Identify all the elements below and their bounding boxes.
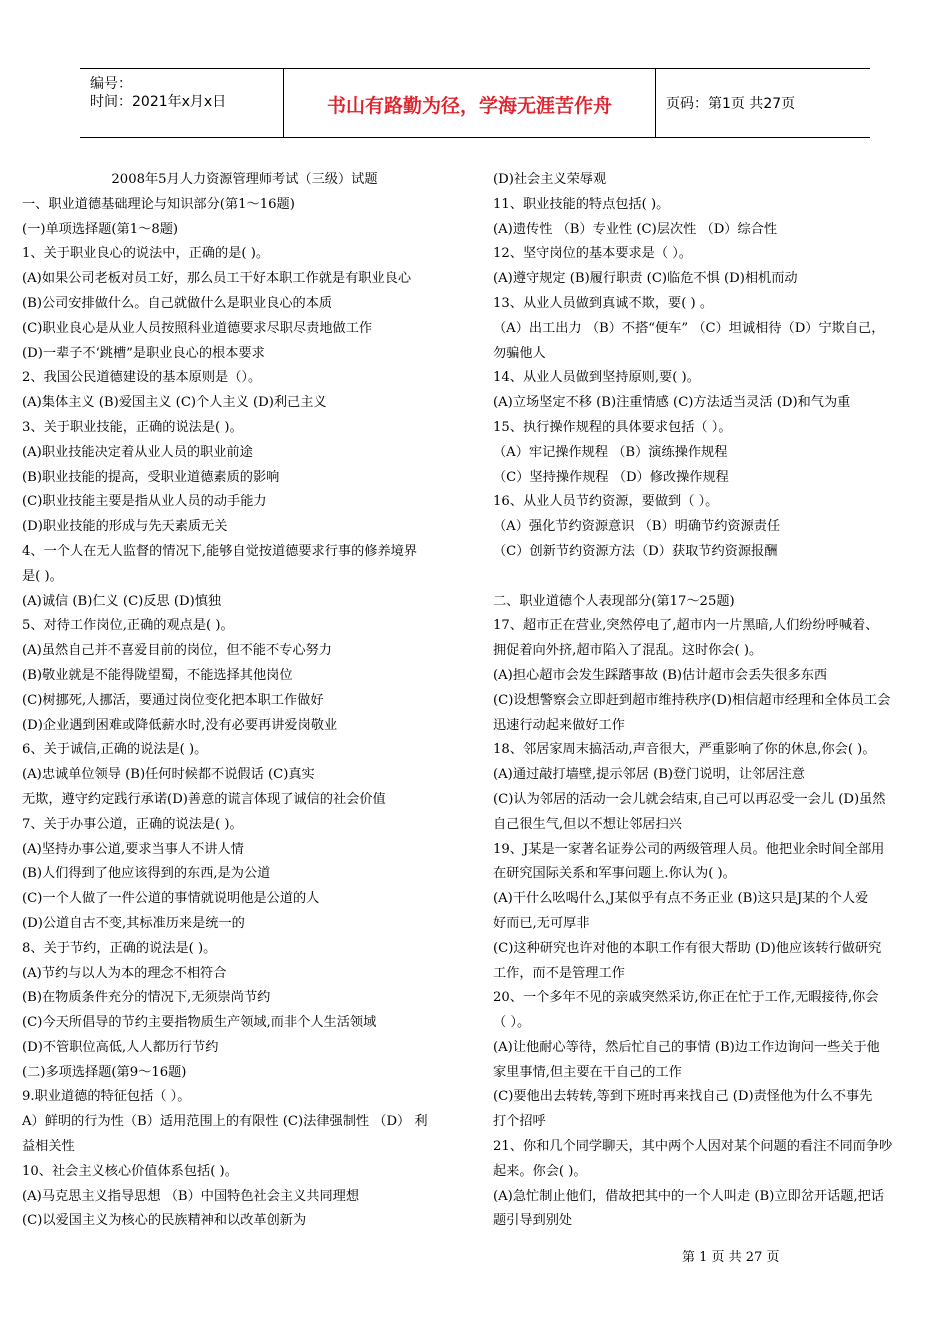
text-line: (A)忠诚单位领导 (B)任何时候都不说假话 (C)真实 [22,767,315,783]
text-line: 18、邻居家周末搞活动,声音很大，严重影响了你的休息,你会( )。 [493,742,876,758]
header-meta-cell [80,69,284,137]
text-line: (C)认为邻居的活动一会儿就会结束,自己可以再忍受一会儿 (D)虽然 [493,791,886,807]
text-line: (A)遵守规定 (B)履行职责 (C)临危不惧 (D)相机而动 [493,271,798,287]
text-line: （A）强化节约资源意识 （B）明确节约资源责任 [493,519,781,535]
text-line: 打个招呼 [493,1114,546,1130]
text-line: (D)一辈子不‘跳槽”是职业良心的根本要求 [22,345,265,361]
text-line: (C)职业技能主要是指从业人员的动手能力 [22,494,267,510]
text-line: (C)要他出去转转,等到下班时再来找自己 (D)责怪他为什么不事先 [493,1089,873,1105]
text-line: (A)如果公司老板对员工好，那么员工干好本职工作就是有职业良心 [22,271,412,287]
text-line: (B)职业技能的提高，受职业道德素质的影响 [22,469,280,485]
text-line: 在研究国际关系和军事问题上.你认为( )。 [493,866,736,882]
text-line: 11、职业技能的特点包括( )。 [493,196,670,212]
text-line: (一)单项选择题(第1～8题) [22,221,179,237]
text-line: (B)在物质条件充分的情况下,无须崇尚节约 [22,990,271,1006]
text-line: (D)公道自古不变,其标准历来是统一的 [22,915,245,931]
text-line: 13、从业人员做到真诚不欺，要( ) 。 [493,295,714,311]
text-line: 19、J某是一家著名证券公司的两级管理人员。他把业余时间全部用 [493,841,885,857]
text-line: (D)社会主义荣辱观 [493,172,607,187]
text-line: （C）创新节约资源方法（D）获取节约资源报酬 [493,543,778,559]
text-line: 16、从业人员节约资源，要做到（ ）。 [493,494,719,510]
text-line: 2008年5月人力资源管理师考试（三级）试题 [111,172,378,187]
text-line: (B)敬业就是不能得陇望蜀，不能选择其他岗位 [22,667,293,683]
text-line: (A)虽然自己并不喜爱目前的岗位，但不能不专心努力 [22,643,332,659]
text-line: 8、关于节约，正确的说法是( )。 [22,940,217,956]
text-line: 好而已,无可厚非 [493,915,590,931]
text-line: 9.职业道德的特征包括（ ）。 [22,1089,191,1105]
text-line: 21、你和几个同学聊天，其中两个人因对某个问题的看注不同而争吵 [493,1139,893,1155]
text-line: （C）坚持操作规程 （D）修改操作规程 [493,469,729,485]
left-text-column [22,168,467,1234]
right-text-column [493,168,933,1234]
text-line: A）鲜明的行为性（B）适用范围上的有限性 (C)法律强制性 （D） 利 [22,1114,428,1130]
text-line: (B)人们得到了他应该得到的东西,是为公道 [22,866,271,882]
text-line: （ ）。 [493,1015,531,1031]
text-line: (A)遗传性 （B）专业性 (C)层次性 （D）综合性 [493,221,778,237]
text-line: (A)诚信 (B)仁义 (C)反思 (D)慎独 [22,593,222,609]
document-time-label: 时间：2021年x月x日 [90,94,227,110]
text-line: 题引导到别处 [493,1213,573,1229]
text-line: 1、关于职业良心的说法中，正确的是( )。 [22,246,270,262]
text-line: 勿骗他人 [493,345,546,361]
text-line: 5、对待工作岗位,正确的观点是( )。 [22,618,234,634]
page-footer: 第 1 页 共 27 页 [682,1250,780,1265]
text-line: (C)设想警察会立即赶到超市维持秩序(D)相信超市经理和全体员工会 [493,692,891,708]
text-line: 3、关于职业技能，正确的说法是( )。 [22,419,243,435]
text-line: 无欺，遵守约定践行承诺(D)善意的谎言体现了诚信的社会价值 [22,791,386,807]
text-line: 是( )。 [22,568,63,584]
text-line: (A)坚持办事公道,要求当事人不讲人情 [22,841,244,857]
document-code-label: 编号： [90,76,132,92]
text-line: （A）牢记操作规程 （B）演练操作规程 [493,444,728,460]
text-line: (C)一个人做了一件公道的事情就说明他是公道的人 [22,891,320,907]
text-line: 20、一个多年不见的亲戚突然采访,你正在忙于工作,无暇接待,你会 [493,990,879,1006]
text-line: (A)职业技能决定着从业人员的职业前途 [22,444,253,460]
header-table [80,68,870,138]
text-line: 拥促着向外挤,超市陷入了混乱。这时你会( )。 [493,643,763,659]
text-line: (A)节约与以人为本的理念不相符合 [22,965,227,981]
text-line: 10、社会主义核心价值体系包括( )。 [22,1163,238,1179]
text-line: (C)职业良心是从业人员按照科业道德要求尽职尽责地做工作 [22,320,373,336]
text-line: (D)企业遇到困难或降低薪水时,没有必要再讲爱岗敬业 [22,717,338,733]
page-number-label: 页码：第1页 共27页 [666,96,796,112]
text-line: 工作，而不是管理工作 [493,965,625,981]
text-line: 4、一个人在无人监督的情况下,能够自觉按道德要求行事的修养境界 [22,543,418,559]
text-line: 一、职业道德基础理论与知识部分(第1～16题) [22,196,295,212]
text-line: 17、超市正在营业,突然停电了,超市内一片黑暗,人们纷纷呼喊着、 [493,618,879,634]
text-line: (D)不管职位高低,人人都历行节约 [22,1039,219,1055]
text-line: (A)马克思主义指导思想 （B）中国特色社会主义共同理想 [22,1188,360,1204]
text-line: 益相关性 [22,1139,75,1155]
text-line: 14、从业人员做到坚持原则,要( )。 [493,370,700,386]
text-line: 12、坚守岗位的基本要求是（ ）。 [493,246,692,262]
text-line: (A)立场坚定不移 (B)注重情感 (C)方法适当灵活 (D)和气为重 [493,395,851,411]
text-line: (D)职业技能的形成与先天素质无关 [22,519,228,535]
text-line: (A)集体主义 (B)爱国主义 (C)个人主义 (D)利己主义 [22,395,327,411]
header-motto-cell [284,69,656,137]
text-line: (C)树挪死,人挪活，要通过岗位变化把本职工作做好 [22,692,324,708]
text-line: 6、关于诚信,正确的说法是( )。 [22,742,208,758]
text-line: 15、执行操作规程的具体要求包括（ ）。 [493,419,732,435]
text-line: (二)多项选择题(第9～16题) [22,1064,187,1080]
text-line: 二、职业道德个人表现部分(第17～25题) [493,593,735,609]
text-line: 7、关于办事公道，正确的说法是( )。 [22,816,243,832]
text-line: (C)以爱国主义为核心的民族精神和以改革创新为 [22,1213,307,1229]
header-page-cell [656,69,870,137]
text-line: (A)担心超市会发生踩踏事故 (B)估计超市会丢失很多东西 [493,667,828,683]
text-line: (B)公司安排做什么。自己就做什么是职业良心的本质 [22,295,333,311]
text-line: (A)通过敲打墙壁,提示邻居 (B)登门说明，让邻居注意 [493,767,805,783]
text-line: (C)这种研究也许对他的本职工作有很大帮助 (D)他应该转行做研究 [493,940,882,956]
text-line: 起来。你会( )。 [493,1163,587,1179]
text-line: （A）出工出力 （B）不搭“便车” （C）坦诚相待（D）宁欺自己， [493,320,885,336]
text-line: (C)今天所倡导的节约主要指物质生产领域,而非个人生活领域 [22,1015,377,1031]
text-line: 家里事情,但主要在干自己的工作 [493,1064,682,1080]
text-line: 迅速行动起来做好工作 [493,717,625,733]
motto-banner: 书山有路勤为径，学海无涯苦作舟 [326,95,612,117]
text-line: (A)急忙制止他们，借故把其中的一个人叫走 (B)立即岔开话题,把话 [493,1188,885,1204]
text-line [493,565,933,590]
text-line: 2、我国公民道德建设的基本原则是（）。 [22,370,262,386]
text-line: (A)让他耐心等待，然后忙自己的事情 (B)边工作边询问一些关于他 [493,1039,880,1055]
text-line: (A)干什么吆喝什么,J某似乎有点不务正业 (B)这只是J某的个人爱 [493,891,869,907]
text-line: 自己很生气,但以不想让邻居扫兴 [493,816,682,832]
